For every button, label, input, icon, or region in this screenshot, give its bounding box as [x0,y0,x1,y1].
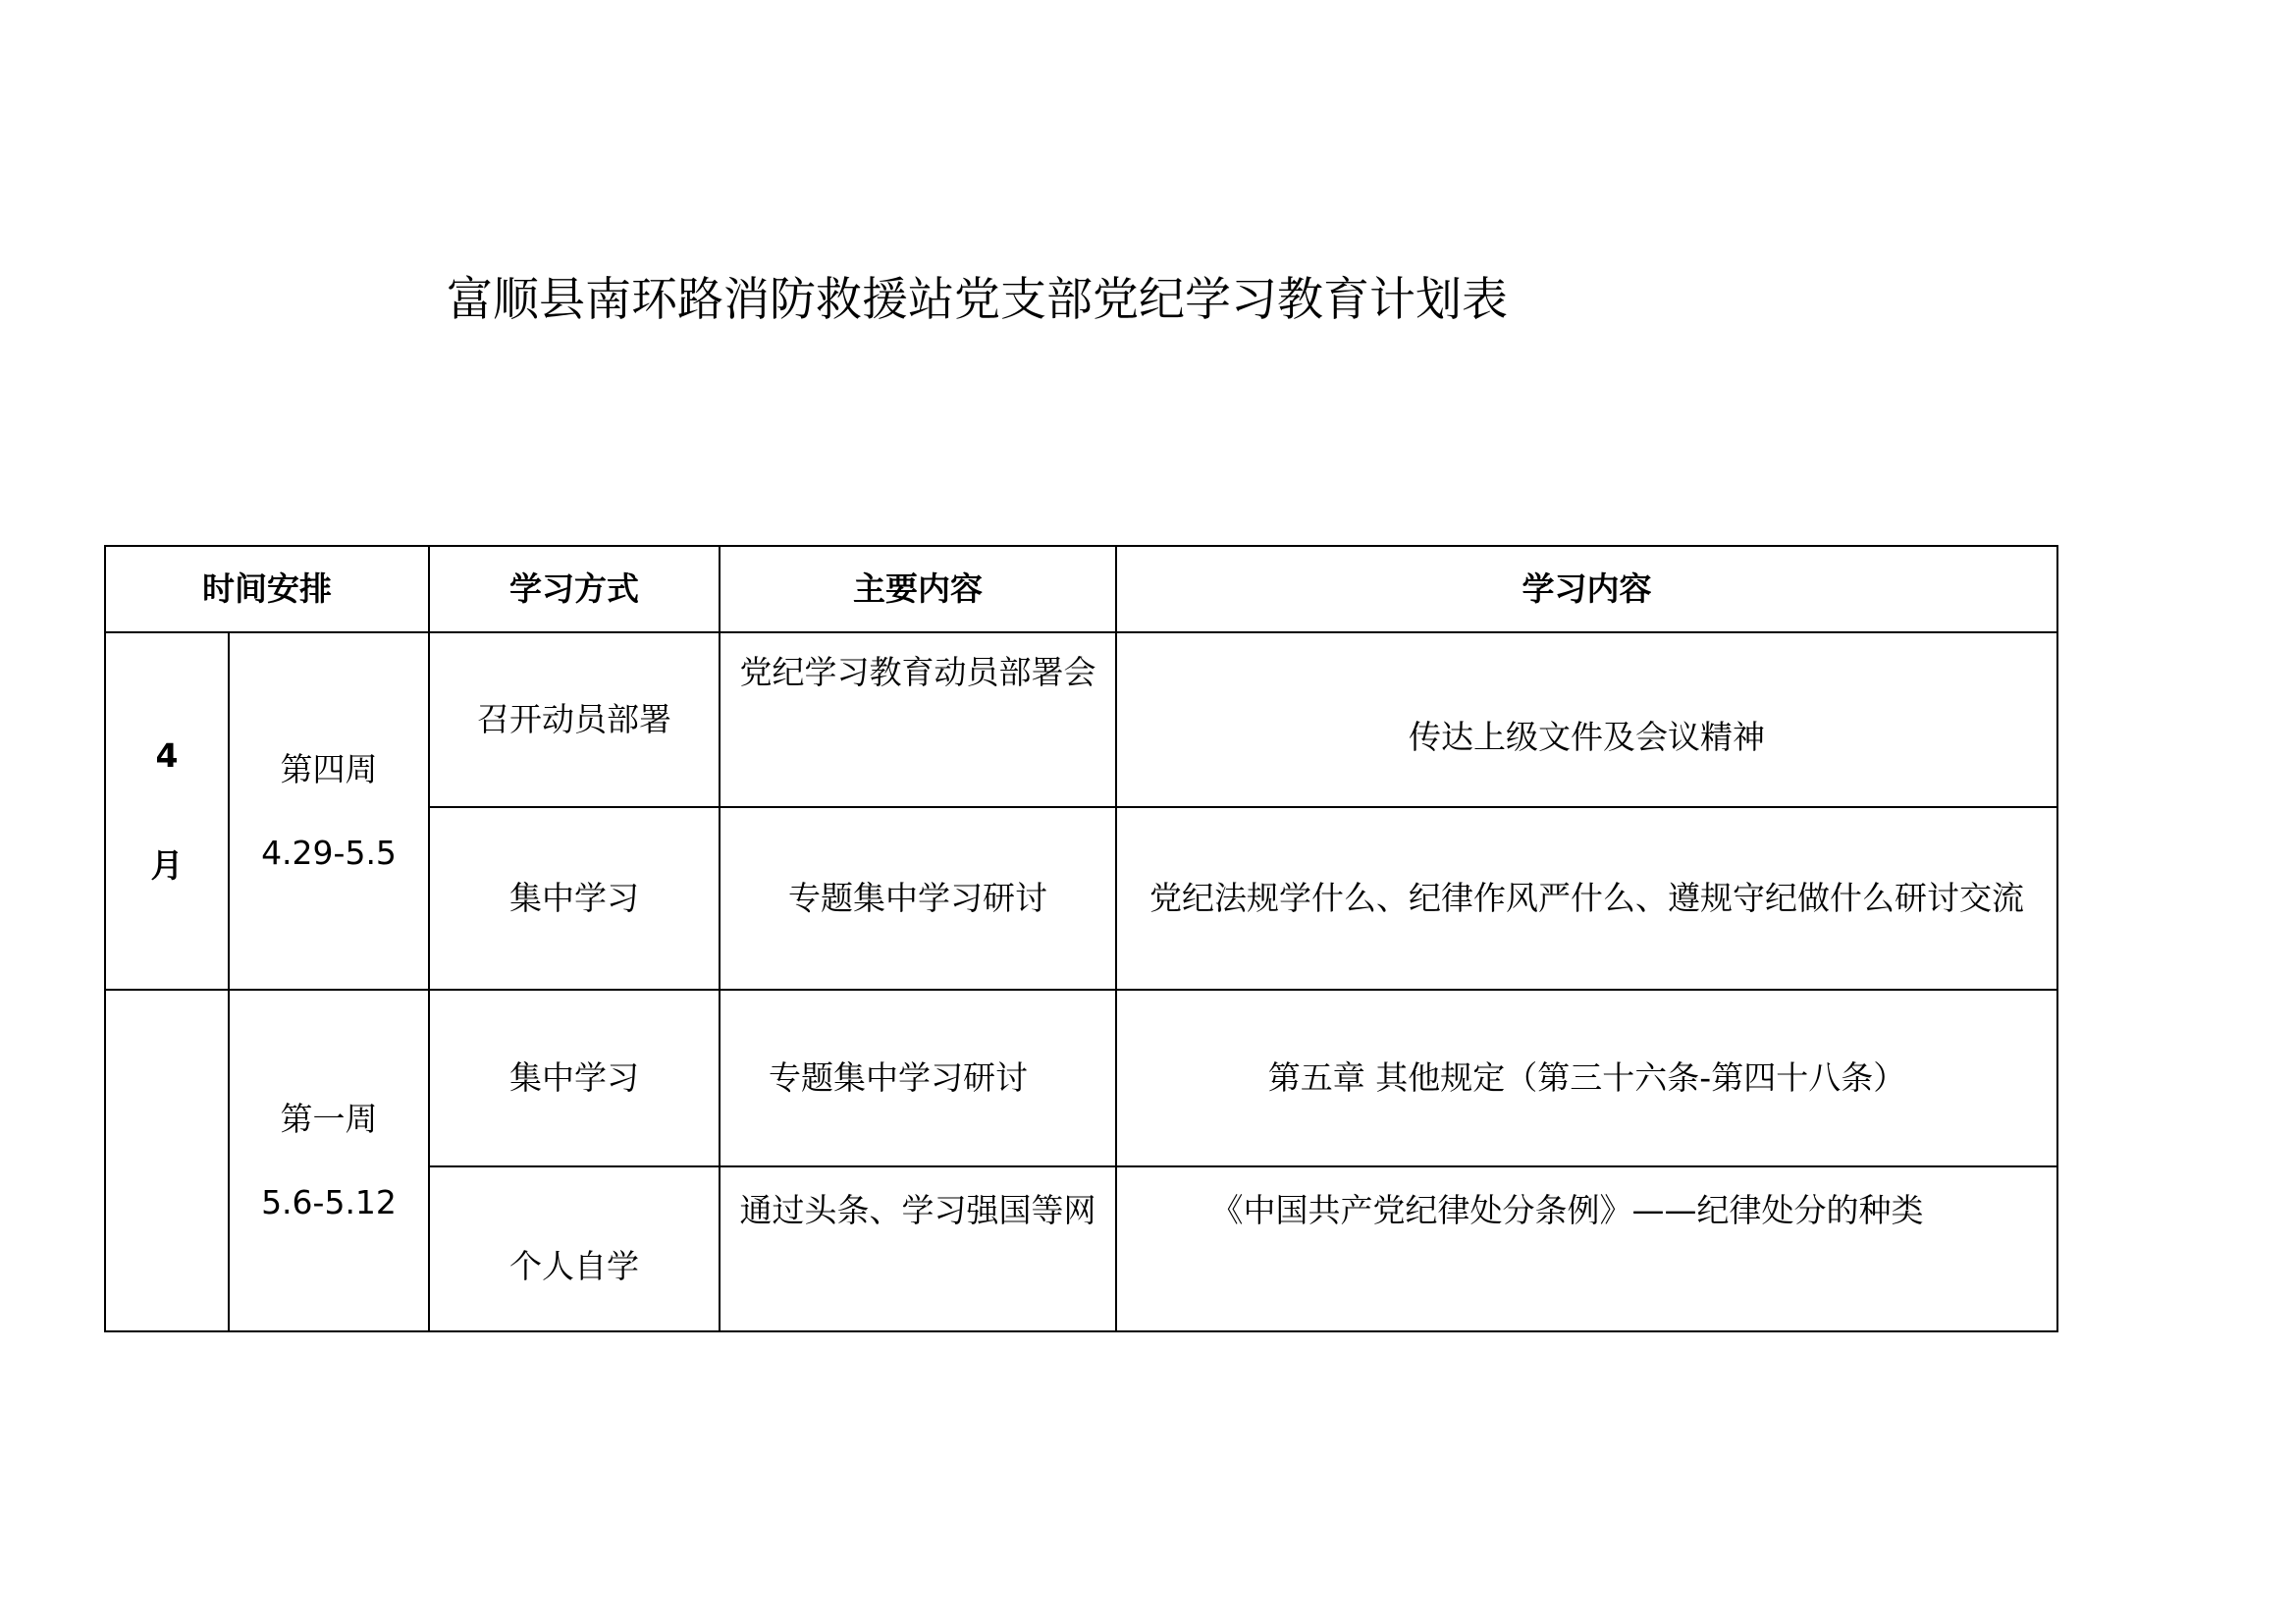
study-plan-table [104,545,2058,1332]
month-cell [105,990,229,1331]
method-cell: 召开动员部署 [429,632,720,807]
study-content-text: 《中国共产党纪律处分条例》——纪律处分的种类 [1210,1191,1924,1229]
method-cell: 集中学习 [429,807,720,990]
method-text: 个人自学 [509,1247,639,1285]
main-content-cell: 专题集中学习研讨 [720,807,1116,990]
study-content-text: 传达上级文件及会议精神 [1409,718,1765,756]
header-main-content: 主要内容 [720,546,1116,632]
method-cell [429,1166,720,1331]
main-content-cell: 通过头条、学习强国等网 [720,1166,1116,1331]
week-cell [229,632,429,990]
week-label: 第一周 [280,1099,378,1138]
main-content-cell: 党纪学习教育动员部署会 [720,632,1116,807]
header-schedule: 时间安排 [105,546,429,632]
week-dates: 5.6-5.12 [261,1182,397,1221]
study-content-cell [1116,1166,2057,1331]
week-cell [229,990,429,1331]
study-content-cell [1116,632,2057,807]
table-row [105,632,2057,807]
document-title: 富顺县南环路消防救援站党支部党纪学习教育计划表 [447,273,1508,327]
main-content-cell [720,990,1116,1166]
month-unit: 月 [150,846,184,885]
study-content-cell: 党纪法规学什么、纪律作风严什么、遵规守纪做什么研讨交流 [1116,807,2057,990]
header-method: 学习方式 [429,546,720,632]
study-content-cell: 第五章 其他规定（第三十六条-第四十八条） [1116,990,2057,1166]
month-cell [105,632,229,990]
method-cell: 集中学习 [429,990,720,1166]
table-row [105,990,2057,1166]
header-study-content: 学习内容 [1116,546,2057,632]
week-label: 第四周 [280,749,378,788]
table-header-row [105,546,2057,632]
main-content-text: 专题集中学习研讨 [769,1058,1028,1097]
month-number: 4 [155,736,179,775]
week-dates: 4.29-5.5 [261,833,397,872]
